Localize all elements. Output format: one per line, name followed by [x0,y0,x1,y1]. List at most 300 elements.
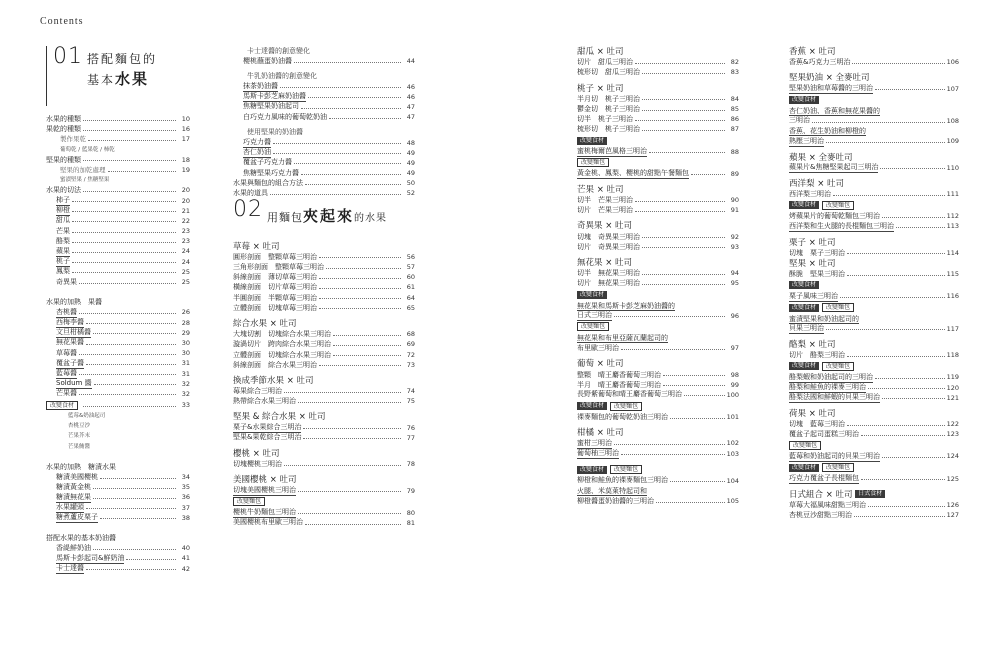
toc-entry-page: 21 [181,206,190,215]
toc-section-heading [577,220,739,231]
toc-entry-page: 28 [181,318,190,327]
toc-entry-page: 49 [406,148,415,157]
toc-entry[interactable] [789,500,959,510]
dot-leader [621,349,725,350]
chapter-2-title-pre: 用麵包 [267,210,303,224]
toc-entry-title: 切片 甜瓜三明治 [577,58,633,67]
toc-entry-line[interactable] [789,106,959,116]
toc-section-heading [789,72,959,83]
toc-entry-title: 栗子風味三明治 [789,291,838,301]
toc-entry[interactable] [46,216,190,226]
toc-entry[interactable] [789,269,959,279]
toc-entry[interactable] [233,386,415,396]
toc-entry[interactable] [789,211,959,221]
variation-badge: 改變麵包 [233,497,265,506]
toc-entry-title: 巧克力覆盆子長棍麵包 [789,474,859,484]
dot-leader [691,174,725,175]
toc-entry[interactable] [233,459,415,469]
toc-entry[interactable] [46,338,190,348]
variation-badge: 改變麵包 [610,465,642,474]
toc-entry[interactable] [789,429,959,439]
dot-leader [94,384,176,385]
dot-leader [273,143,401,144]
toc-entry-title: 堅果的加乾處理 [60,165,106,174]
toc-section-title: 櫻桃 × 吐司 [233,449,280,459]
toc-entry-title: 糖漬無花果 [56,492,91,502]
toc-entry-page: 99 [730,380,739,389]
toc-section-heading [577,257,739,268]
toc-entry[interactable] [46,492,190,502]
toc-entry[interactable] [46,185,190,195]
dot-leader [72,211,176,212]
toc-entry[interactable] [46,134,190,144]
toc-entry-page: 124 [946,452,959,461]
toc-entry[interactable] [46,277,190,287]
toc-note: 芒果鮪醬 [68,443,91,450]
toc-entry-title: 水果與麵包的組合方法 [233,179,303,188]
toc-entry-page: 106 [946,58,959,67]
dot-leader [72,242,176,243]
toc-entry-title: 杏仁奶油、香蕉和無花果醬的 [789,106,880,115]
toc-entry-page: 126 [946,501,959,509]
toc-entry[interactable] [789,291,959,301]
badge-row [789,360,959,372]
toc-entry[interactable] [577,67,739,77]
toc-entry[interactable] [233,168,415,178]
toc-category: 使用堅果的奶油醬 [247,128,303,137]
toc-section-title: 草莓 × 吐司 [233,241,280,252]
toc-entry-title: 西洋梨三明治 [789,189,831,199]
toc-entry[interactable] [46,267,190,277]
toc-entry[interactable] [789,324,959,334]
toc-entry-page: 73 [406,360,415,369]
toc-entry[interactable] [46,513,190,523]
toc-entry[interactable] [577,104,739,114]
toc-entry-page: 48 [406,138,415,147]
toc-entry-page: 60 [406,273,415,282]
toc-entry-title: 梳形切 桃子三明治 [577,125,640,134]
toc-entry[interactable] [233,486,415,496]
dot-leader [812,122,945,123]
toc-section-heading [789,237,959,248]
toc-entry-title: 斜線剖面 薄切草莓三明治 [233,273,317,282]
toc-entry[interactable] [789,383,959,393]
badge-row [577,135,739,147]
dot-leader [86,323,176,324]
toc-entry-title: 甜瓜 [56,216,70,226]
toc-entry[interactable] [46,124,190,134]
toc-entry[interactable] [233,423,415,433]
toc-entry[interactable] [46,503,190,513]
chapter-2-title-post: 的水果 [354,212,388,224]
toc-note: 芒果芥末 [68,433,91,440]
toc-entry[interactable] [46,543,190,553]
toc-entry[interactable] [789,189,959,199]
toc-entry-page: 111 [946,190,959,199]
toc-note: 杏桃豆沙 [68,423,91,430]
toc-entry[interactable] [46,553,190,563]
badge-row [46,399,190,411]
toc-entry[interactable] [577,169,739,179]
dot-leader [301,108,401,109]
toc-entry-title: 裸麥麵包的葡萄乾奶油三明治 [577,412,668,422]
variation-badge: 改變麵包 [822,303,854,312]
dot-leader [656,502,725,503]
toc-entry[interactable] [577,114,739,124]
chapter-1-title-line1: 搭配麵包的 [87,52,158,66]
toc-entry-title: 三明治 [789,116,810,126]
toc-entry[interactable] [233,148,415,158]
dot-leader [333,355,401,356]
toc-note: 蜜漬堅果 / 焦糖堅果 [60,177,110,184]
toc-entry-page: 25 [181,267,190,276]
toc-entry-page: 119 [946,373,959,382]
toc-entry[interactable] [789,248,959,258]
toc-entry[interactable] [577,370,739,380]
toc-entry-title: 草莓大福風味甜點三明治 [789,500,866,510]
toc-section-title: 無花果 × 吐司 [577,258,633,268]
toc-entry[interactable] [577,278,739,288]
toc-entry-page: 78 [406,460,415,469]
toc-section-heading [233,474,415,485]
toc-entry-title: 切半 芒果三明治 [577,196,633,205]
toc-entry-title: 無花果醬 [56,338,84,348]
toc-section-heading [233,411,415,422]
toc-entry-page: 101 [726,413,739,422]
dot-leader [319,257,401,258]
toc-entry[interactable] [233,158,415,168]
toc-entry[interactable] [46,206,190,216]
toc-entry-title: 切片 奇異果三明治 [577,242,640,251]
toc-entry[interactable] [789,136,959,146]
toc-entry-page: 104 [726,476,739,485]
dot-leader [305,524,401,525]
toc-entry[interactable] [46,196,190,206]
dot-leader [319,298,401,299]
badge-row [789,462,959,474]
toc-entry[interactable] [789,163,959,173]
toc-entry[interactable] [46,257,190,267]
toc-entry[interactable] [46,318,190,328]
variation-badge: 改變食材 [789,464,819,472]
toc-entry[interactable] [233,282,415,292]
toc-entry-line[interactable] [46,462,190,472]
toc-entry-title: 糖漬黃金桃 [56,482,91,492]
toc-entry-page: 77 [406,433,415,442]
toc-entry-title: 水果罐頭 [56,503,84,513]
toc-entry-title: 搭配水果的基本奶油醬 [46,533,116,542]
toc-entry-line[interactable] [46,533,190,543]
dot-leader [86,508,176,509]
toc-entry-title: 藍莓醬 [56,369,77,379]
dot-leader [83,406,176,407]
toc-entry[interactable] [577,438,739,448]
toc-entry-title: 長野紫葡萄和晴王麝香葡萄三明治 [577,390,682,400]
toc-entry-title: 半月 晴王麝香葡萄三明治 [577,380,661,389]
toc-entry-title: 糖煮蘆皮栗子 [56,513,98,523]
dot-leader [684,395,725,396]
toc-entry-page: 109 [946,137,959,146]
toc-entry-line[interactable] [46,297,190,307]
toc-entry-page: 40 [181,544,190,553]
toc-entry[interactable] [789,116,959,126]
toc-entry-page: 94 [730,269,739,278]
dot-leader [284,392,401,393]
toc-entry[interactable] [46,389,190,399]
toc-entry[interactable] [46,379,190,389]
toc-entry-title: 香緹鮮奶油 [56,543,91,553]
toc-entry[interactable] [789,57,959,67]
toc-entry-page: 68 [406,330,415,339]
dot-leader [93,498,176,499]
toc-category: 卡士達醬的創意變化 [247,47,310,55]
toc-section-title: 美國櫻桃 × 吐司 [233,475,297,486]
toc-entry-page: 19 [181,165,190,174]
variation-badge: 改變麵包 [577,322,609,331]
toc-entry-title: 馬斯卡彭起司&鮮奶油 [56,553,124,563]
variation-badge: 改變麵包 [610,402,642,411]
toc-entry-page: 25 [181,278,190,286]
toc-entry-title: 梳形切 甜瓜三明治 [577,68,640,77]
toc-section-heading [577,83,739,94]
toc-entry[interactable] [233,272,415,282]
toc-entry-title: 馬斯卡彭芝麻奶油醬 [243,92,306,102]
toc-entry[interactable] [789,84,959,94]
toc-entry-page: 112 [946,212,959,221]
toc-entry-page: 108 [946,116,959,125]
toc-entry[interactable] [577,242,739,252]
toc-entry-title: 莓果綜合三明治 [233,386,282,396]
variation-badge: 改變麵包 [822,201,854,210]
dot-leader [882,457,945,458]
toc-entry-page: 105 [726,497,739,506]
toc-entry[interactable] [789,221,959,231]
dot-leader [298,513,401,514]
toc-entry-page: 69 [406,340,415,349]
page-header: Contents [40,16,84,27]
toc-entry[interactable] [577,390,739,400]
badge-row [577,289,739,301]
dot-leader [649,152,725,153]
toc-entry[interactable] [46,114,190,124]
toc-entry-title: 堅果奶油和草莓醬的三明治 [789,84,873,94]
toc-entry[interactable] [577,57,739,67]
toc-entry[interactable] [46,564,190,574]
toc-section-title: 堅果 & 綜合水果 × 吐司 [233,412,326,423]
toc-entry[interactable] [233,92,415,102]
toc-note: 藍莓&奶油起司 [68,413,106,420]
toc-entry-title: 文旦柑橘醬 [56,328,91,338]
toc-entry-title: 無花果和布里亞薩瓦蘭起司的 [577,333,668,342]
toc-entry[interactable] [577,311,739,321]
dot-leader [319,288,401,289]
toc-section-title: 蘋果 × 全麥吐司 [789,152,853,163]
toc-entry[interactable] [46,307,190,317]
toc-entry-title: 酪梨法國和鮮蝦的貝果三明治 [789,393,880,403]
dot-leader [294,62,401,63]
toc-entry[interactable] [46,246,190,256]
toc-entry[interactable] [577,268,739,278]
toc-entry[interactable] [233,262,415,272]
toc-entry-page: 46 [406,82,415,91]
toc-entry-title: 栗子&水果綜合三明治 [233,423,301,433]
toc-entry[interactable] [233,112,415,122]
dot-leader [861,479,945,480]
toc-entry-page: 49 [406,158,415,167]
toc-entry[interactable] [233,293,415,303]
toc-entry-page: 127 [946,511,959,520]
toc-entry[interactable] [46,328,190,338]
toc-entry-page: 86 [730,115,739,124]
dot-leader [635,211,725,212]
chapter-1-title-emphasis: 水果 [115,70,150,88]
toc-column-2 [233,46,415,528]
toc-entry[interactable] [789,372,959,382]
toc-entry-line[interactable] [789,126,959,136]
toc-entry-page: 16 [181,125,190,134]
toc-entry-title: 抹茶奶油醬 [243,82,278,92]
toc-entry[interactable] [577,449,739,459]
toc-entry[interactable] [233,82,415,92]
toc-entry[interactable] [233,303,415,313]
toc-entry-title: 熱帶綜合水果三明治 [233,396,296,406]
toc-entry-title: 酥脆 堅果三明治 [789,270,845,279]
toc-entry-title: 日式三明治 [577,311,612,321]
toc-entry[interactable] [46,369,190,379]
variation-badge: 改變食材 [789,201,819,209]
toc-entry-page: 38 [181,513,190,522]
toc-entry-page: 80 [406,508,415,517]
toc-entry[interactable] [789,393,959,403]
toc-entry-line[interactable] [577,486,739,496]
dot-leader [614,444,725,445]
toc-entry[interactable] [577,476,739,486]
toc-entry[interactable] [46,236,190,246]
spacer [46,523,190,533]
dot-leader [833,195,945,196]
toc-section-heading [789,46,959,57]
dot-leader [875,89,945,90]
toc-section-heading [233,318,415,329]
toc-entry[interactable] [789,451,959,461]
toc-entry-title: 大塊切割 切塊綜合水果三明治 [233,330,331,339]
toc-entry[interactable] [577,124,739,134]
toc-entry[interactable] [46,482,190,492]
toc-entry[interactable] [233,360,415,370]
toc-entry-title: 柿子 [56,196,70,206]
toc-entry[interactable] [46,165,190,175]
toc-entry[interactable] [789,474,959,484]
toc-entry[interactable] [46,348,190,358]
dot-leader [79,313,176,314]
toc-entry-title: 奇異果 [56,277,77,287]
variation-badge: 改變麵包 [577,158,609,167]
toc-entry-title: 黃金桃、鳳梨、櫻桃的甜點午餐麵包 [577,169,689,179]
toc-entry[interactable] [233,138,415,148]
toc-entry-page: 76 [406,423,415,432]
chapter-2-number: 02 [233,196,263,222]
dot-leader [635,201,725,202]
toc-entry-page: 32 [181,379,190,388]
toc-entry[interactable] [233,178,415,188]
toc-entry[interactable] [46,472,190,482]
toc-entry[interactable] [577,195,739,205]
badge-row [577,321,739,333]
toc-entry[interactable] [577,496,739,506]
toc-entry[interactable] [789,350,959,360]
toc-entry-title: 製作果乾 [60,135,86,144]
toc-entry[interactable] [233,433,415,443]
dot-leader [83,160,176,161]
toc-section-heading [577,46,739,57]
toc-entry-line[interactable] [577,333,739,343]
toc-section-heading [233,448,415,459]
toc-entry-page: 117 [946,324,959,333]
toc-entry[interactable] [789,510,959,520]
toc-entry[interactable] [46,226,190,236]
toc-entry[interactable] [577,412,739,422]
toc-entry[interactable] [233,518,415,528]
toc-entry[interactable] [233,396,415,406]
toc-entry-page: 29 [181,328,190,337]
toc-entry[interactable] [233,102,415,112]
toc-entry[interactable] [46,358,190,368]
dot-leader [108,171,177,172]
toc-entry[interactable] [577,343,739,353]
dot-leader [83,120,176,121]
toc-entry[interactable] [233,508,415,518]
toc-entry-title: 白巧克力風味的葡萄乾奶油 [243,112,327,122]
toc-entry[interactable] [577,147,739,157]
toc-entry-line[interactable] [577,301,739,311]
badge-row [789,302,959,314]
toc-entry[interactable] [46,155,190,165]
toc-entry[interactable] [577,205,739,215]
toc-entry-title: 香蕉、花生奶油和柳橙的 [789,127,866,136]
toc-entry[interactable] [577,94,739,104]
dot-leader [840,297,945,298]
dot-leader [93,488,176,489]
toc-entry[interactable] [577,232,739,242]
dot-leader [621,454,725,455]
variation-badge: 改變食材 [577,137,607,145]
toc-entry-page: 20 [181,196,190,205]
dot-leader [642,73,725,74]
toc-entry-title: 藍莓和奶油起司的貝果三明治 [789,451,880,461]
toc-entry[interactable] [789,419,959,429]
toc-entry[interactable] [233,252,415,262]
variation-badge: 改變食材 [789,96,819,104]
toc-section-title: 栗子 × 吐司 [789,237,836,248]
chapter-1-title-pre: 基本 [87,73,116,87]
toc-entry[interactable] [233,56,415,66]
toc-entry-title: 立體剖面 切塊草莓三明治 [233,303,317,312]
chapter-1-title-line2 [87,68,149,89]
toc-entry[interactable] [233,329,415,339]
toc-entry-title: 無花果和馬斯卡彭芝麻奶油醬的 [577,301,675,310]
dot-leader [72,272,176,273]
toc-entry[interactable] [577,380,739,390]
toc-entry[interactable] [233,350,415,360]
toc-entry-line[interactable] [789,314,959,324]
toc-entry[interactable] [233,339,415,349]
toc-entry-title: 貝果三明治 [789,324,824,334]
toc-entry-title: 切塊 栗子三明治 [789,248,845,257]
toc-section-heading [789,489,959,500]
dot-leader [93,333,176,334]
variation-badge: 改變食材 [577,402,607,410]
toc-entry-title: 焦糖堅果奶油起司 [243,102,299,112]
